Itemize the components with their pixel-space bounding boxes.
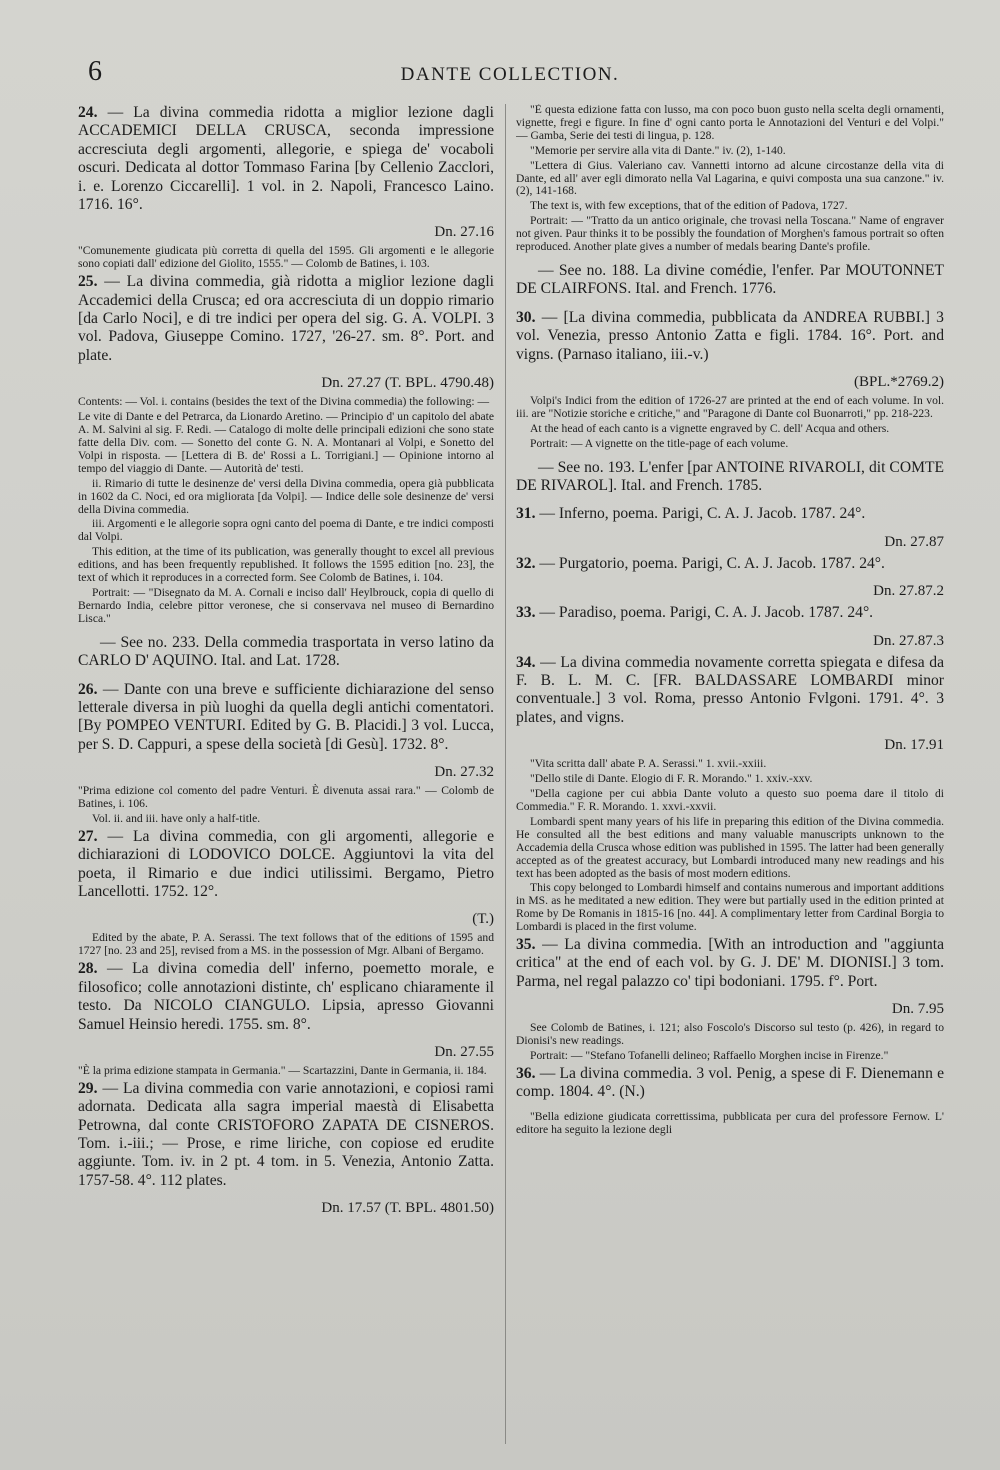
shelf-mark: Dn. 17.91 bbox=[884, 737, 944, 754]
annotation-note: "Della cagione per cui abbia Dante voluto a questo suo poema dare il titolo di Commedia." F. R. Morando. 1. xxvi.-xxvii. bbox=[516, 787, 944, 813]
catalog-entry bbox=[78, 104, 494, 214]
annotation-note: This copy belonged to Lombardi himself and contains numerous and important additions in MS. as he meditated a new edition. They were but partially used in the edition printed at Rome by De Romanis in 1815-16 [no. 44]. A complimentary letter from Cardinal Borgia to Lombardi is placed in the first volume. bbox=[516, 881, 944, 934]
entry-text: — Inferno, poema. Parigi, C. A. J. Jacob. 1787. 24°. bbox=[539, 505, 866, 523]
entry-number: 30. bbox=[516, 308, 536, 326]
entry-text: — La divina commedia. [With an introduction and "aggiunta critica" at the end of each vol. by G. J. DE' M. DIONISI.] 3 tom. Parma, nel regal palazzo co' tipi bodoniani. 1795. f°. Port. bbox=[516, 936, 944, 990]
annotation-note: Lombardi spent many years of his life in preparing this edition of the Divina commedia. He consulted all the best editions and many valuable manuscripts unknown to the Accademia della Crusca whose edition was published in 1595. The latter had been generally accepted as of the greatest accuracy, but Lombardi introduced many new readings and his text has been adopted as the basis of most modern editions. bbox=[516, 814, 944, 880]
entry-text: — [La divina commedia, pubblicata da ANDREA RUBBI.] 3 vol. Venezia, presso Antonio Zatta e figli. 1784. 16°. Port. and vigns. (Parnaso italiano, iii.-v.) bbox=[516, 308, 944, 363]
entry-text: — La divina commedia con varie annotazioni, e copiosi rami adornata. Dedicata alla sagra imperial maestà di Elisabetta Petrowna, dal conte CRISTOFORO ZAPATA DE CISNEROS. Tom. i.-iii.; — Prose, e rime liriche, con copiose ed erudite aggiunte. Tom. iv. in 2 pt. 4 tom. in 5. Venezia, Antonio Zatta. 1757-58. 4°. 112 plates. bbox=[78, 1079, 494, 1189]
annotation-note: Le vite di Dante e del Petrarca, da Lionardo Aretino. — Principio d' un capitolo del abate A. M. Salvini al sig. F. Redi. — Catalogo di molte delle principali edizioni che sono state fatte della Div. com. — Sonetto del conte G. N. A. Montanari al Volpi, e Sonetto del Volpi in risposta. — [Lettera di B. de' Rossi a L. Torrigiani.] — Opinione intorno al tempo del viaggio di Dante. — Autorità de' testi. bbox=[78, 410, 494, 475]
shelf-mark: Dn. 27.87 bbox=[884, 533, 944, 550]
column-rule bbox=[505, 104, 506, 1444]
entry-text: — La divina commedia ridotta a miglior lezione dagli ACCADEMICI DELLA CRUSCA, seconda impressione accresciuta degli argomenti, allegorie, e spiega de' vocaboli oscuri. Dedicata al dottor Tommaso Farina [by Cellenio Zacclori, i. e. Lorenzo Ciccarelli]. 1 vol. in 2. Napoli, Francesco Laino. 1716. 16°. bbox=[78, 104, 494, 214]
running-head: DANTE COLLECTION. bbox=[400, 64, 620, 85]
entry-number: 34. bbox=[516, 653, 536, 671]
catalog-entry bbox=[78, 828, 494, 902]
annotation-note: Edited by the abate, P. A. Serassi. The text follows that of the editions of 1595 and 1727 [no. 23 and 25], revised from a MS. in the possession of Mgr. Albani of Bergamo. bbox=[78, 931, 494, 958]
shelf-mark: Dn. 27.87.2 bbox=[873, 583, 944, 600]
catalog-entry bbox=[78, 681, 494, 755]
catalog-entry bbox=[516, 1065, 944, 1102]
annotation-note: "Memorie per servire alla vita di Dante." iv. (2), 1-140. bbox=[530, 143, 786, 157]
annotation-note: Portrait: — "Stefano Tofanelli delineo; Raffaello Morghen incise in Firenze." bbox=[530, 1049, 889, 1063]
annotation-note: "Dello stile di Dante. Elogio di F. R. Morando." 1. xxiv.-xxv. bbox=[530, 772, 813, 786]
entry-number: 29. bbox=[78, 1079, 98, 1097]
shelf-mark: Dn. 27.27 (T. BPL. 4790.48) bbox=[321, 375, 494, 392]
catalog-entry bbox=[516, 555, 944, 573]
catalog-entry bbox=[516, 505, 944, 523]
shelf-mark: Dn. 17.57 (T. BPL. 4801.50) bbox=[321, 1200, 494, 1217]
shelf-mark: Dn. 27.87.3 bbox=[873, 632, 944, 649]
entry-number: 24. bbox=[78, 104, 98, 121]
entry-text: — Purgatorio, poema. Parigi, C. A. J. Jacob. 1787. 24°. bbox=[539, 554, 885, 572]
annotation-note: "Comunemente giudicata più corretta di quella del 1595. Gli argomenti e le allegorie sono copiati dall' edizione del Giolito, 1555." — Colomb de Batines, i. 103. bbox=[78, 244, 494, 271]
cross-reference: — See no. 193. L'enfer [par ANTOINE RIVAROLI, dit COMTE DE RIVAROL]. Ital. and French. 1785. bbox=[516, 458, 944, 495]
entry-text: — Paradiso, poema. Parigi, C. A. J. Jacob. 1787. 24°. bbox=[539, 604, 874, 622]
cross-reference: — See no. 188. La divine comédie, l'enfer. Par MOUTONNET DE CLAIRFONS. Ital. and French. 1776. bbox=[516, 261, 944, 298]
annotation-note: "È questa edizione fatta con lusso, ma con poco buon gusto nella scelta degli ornamenti, vignette, fregi e figure. In fine d' ogni canto porta le Annotazioni del Venturi e del Volpi." — Gamba, Serie dei testi di lingua, p. 128. bbox=[516, 104, 944, 142]
annotation-note: Portrait: — "Tratto da un antico originale, che trovasi nella Toscana." Name of engraver not given. Paur thinks it to be possibly the foundation of Morghen's famous portrait so often reproduced. Another plate gives a number of medals bearing Dante's profile. bbox=[516, 214, 944, 254]
entry-number: 31. bbox=[516, 505, 536, 523]
entry-text: — La divina commedia. 3 vol. Penig, a spese di F. Dienemann e comp. 1804. 4°. (N.) bbox=[516, 1065, 944, 1101]
entry-text: — La divina commedia, con gli argomenti, allegorie e dichiarazioni di LODOVICO DOLCE. Aggiuntovi la vita del poeta, il Rimario e due indici utilissimi. Bergamo, Pietro Lancellotti. 1752. 12°. bbox=[78, 827, 494, 901]
entry-text: — La divina comedia dell' inferno, poemetto morale, e filosofico; colle annotazioni distinte, ch' esplicano chiaramente il testo. Da NICOLO CIANGULO. Lipsia, apresso Giovanni Samuel Heinsio heredi. 1755. sm. 8°. bbox=[78, 960, 494, 1033]
shelf-mark: Dn. 27.55 bbox=[434, 1043, 494, 1060]
annotation-note: "Vita scritta dall' abate P. A. Serassi." 1. xvii.-xxiii. bbox=[530, 757, 767, 771]
annotation-note: Portrait: — "Disegnato da M. A. Cornali e inciso dall' Heylbrouck, copia di quello di Bernardo India, celebre pittor veronese, che si conservava nel museo di Bernardino Lisca." bbox=[78, 585, 494, 625]
entry-number: 26. bbox=[78, 680, 98, 698]
annotation-note: At the head of each canto is a vignette engraved by C. dell' Acqua and others. bbox=[530, 421, 890, 435]
annotation-note: Portrait: — A vignette on the title-page of each volume. bbox=[530, 436, 789, 450]
entry-number: 25. bbox=[78, 273, 98, 291]
cross-reference: — See no. 233. Della commedia trasportata in verso latino da CARLO D' AQUINO. Ital. and Lat. 1728. bbox=[78, 633, 494, 670]
page-header bbox=[80, 56, 940, 96]
catalog-entry bbox=[78, 1080, 494, 1190]
entry-number: 33. bbox=[516, 604, 536, 622]
catalog-entry bbox=[516, 654, 944, 728]
entry-text: — La divina commedia novamente corretta spiegata e difesa da F. B. L. M. C. [FR. BALDASSARE LOMBARDI minor conventuale.] 3 vol. Roma, presso Antonio Fvlgoni. 1791. 4°. 3 plates, and vigns. bbox=[516, 653, 944, 726]
annotation-note: "È la prima edizione stampata in Germania." — Scartazzini, Dante in Germania, ii. 184. bbox=[78, 1063, 487, 1077]
left-column bbox=[78, 104, 494, 1450]
shelf-mark: (BPL.*2769.2) bbox=[854, 374, 944, 390]
shelf-mark: (T.) bbox=[472, 911, 494, 928]
catalog-entry bbox=[78, 273, 494, 365]
annotation-note: Vol. ii. and iii. have only a half-title. bbox=[92, 811, 261, 825]
annotation-note: "Lettera di Gius. Valeriano cav. Vannetti intorno ad alcune circostanze della vita di Dante, ed all' aver egli dimorato nella Val Lagarina, e quivi composta una sua canzone." iv. (2), 141-168. bbox=[516, 158, 944, 198]
shelf-mark: Dn. 27.16 bbox=[434, 224, 494, 241]
entry-number: 27. bbox=[78, 827, 98, 845]
entry-number: 32. bbox=[516, 554, 536, 572]
annotation-note: ii. Rimario di tutte le desinenze de' versi della Divina commedia, opera già pubblicata in 1602 da C. Noci, ed ora migliorata [da Volpi]. — Indice delle sole desinenze de' versi della Divina commedia. bbox=[78, 476, 494, 516]
annotation-note: Contents: — Vol. i. contains (besides the text of the Divina commedia) the following: — bbox=[78, 395, 490, 409]
entry-number: 36. bbox=[516, 1065, 536, 1082]
entry-number: 35. bbox=[516, 936, 536, 954]
entry-number: 28. bbox=[78, 960, 98, 978]
shelf-mark: Dn. 27.32 bbox=[434, 764, 494, 781]
page-number: 6 bbox=[88, 56, 102, 87]
entry-text: — La divina commedia, già ridotta a miglior lezione dagli Accademici della Crusca; ed ora accresciuta di un doppio rimario [da Carlo Noci], e di tre indici per opera del sig. G. A. VOLPI. 3 vol. Padova, Giuseppe Comino. 1727, '26-27. sm. 8°. Port. and plate. bbox=[78, 273, 494, 364]
annotation-note: "Bella edizione giudicata correttissima, pubblicata per cura del professore Fernow. L' editore ha seguito la lezione degli bbox=[516, 1109, 944, 1136]
catalog-entry bbox=[516, 309, 944, 364]
annotation-note: This edition, at the time of its publication, was generally thought to excel all previous editions, and has been frequently republished. It follows the 1595 edition [no. 23], the text of which it reproduces in a corrected form. See Colomb de Batines, i. 104. bbox=[78, 545, 494, 585]
annotation-note: iii. Argomenti e le allegorie sopra ogni canto del poema di Dante, e tre indici composti dal Volpi. bbox=[78, 517, 494, 544]
shelf-mark: Dn. 7.95 bbox=[891, 1001, 944, 1018]
annotation-note: Volpi's Indici from the edition of 1726-27 are printed at the end of each volume. In vol. iii. are "Notizie storiche e critiche," and "Paragone di Dante col Buonarroti," pp. 218-223. bbox=[516, 394, 944, 420]
catalog-entry bbox=[516, 604, 944, 622]
annotation-note: The text is, with few exceptions, that of the edition of Padova, 1727. bbox=[530, 199, 848, 213]
right-column bbox=[516, 104, 944, 1450]
annotation-note: See Colomb de Batines, i. 121; also Foscolo's Discorso sul testo (p. 426), in regard to Dionisi's new readings. bbox=[516, 1021, 944, 1048]
catalog-entry bbox=[78, 960, 494, 1034]
annotation-note: "Prima edizione col comento del padre Venturi. È divenuta assai rara." — Colomb de Batines, i. 106. bbox=[78, 784, 494, 811]
entry-text: — Dante con una breve e sufficiente dichiarazione del senso letterale diversa in più luoghi da quella degli antichi comentatori. [By POMPEO VENTURI. Edited by G. B. Placidi.] 3 vol. Lucca, per S. D. Cappuri, a spese della società [di Gesù]. 1732. 8°. bbox=[78, 680, 494, 753]
catalog-entry bbox=[516, 936, 944, 991]
